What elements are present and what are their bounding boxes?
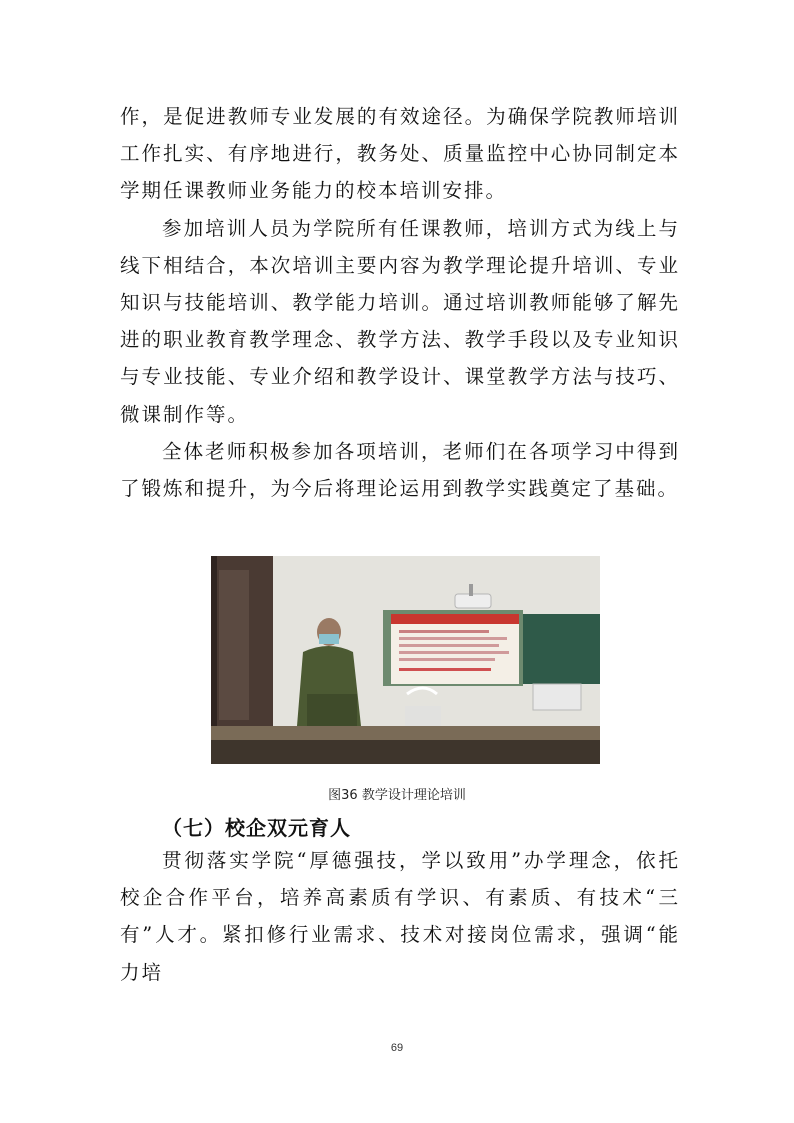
figure-caption: 图36 教学设计理论培训 — [328, 788, 466, 803]
paragraph: 参加培训人员为学院所有任课教师，培训方式为线上与线下相结合，本次培训主要内容为教学理论提升培训、专业知识与技能培训、教学能力培训。通过培训教师能够了解先进的职业教育教学理念、教学方法、教学手段以及专业知识与专业技能、专业介绍和教学设计、课堂教学方法与技巧、微课制作等。 — [120, 216, 680, 426]
section-heading: （七）校企双元育人 — [162, 816, 351, 840]
body-text-top — [120, 98, 680, 507]
paragraph: 全体老师积极参加各项培训，老师们在各项学习中得到了锻炼和提升，为今后将理论运用到教学实践奠定了基础。 — [120, 439, 680, 501]
training-photo — [211, 556, 600, 764]
paragraph: 贯彻落实学院“厚德强技，学以致用”办学理念，依托校企合作平台，培养高素质有学识、有素质、有技术“三有”人才。紧扣修行业需求、技术对接岗位需求，强调“能力培 — [120, 849, 680, 984]
page-number: 69 — [390, 1042, 404, 1054]
body-text-bottom — [120, 842, 680, 991]
paragraph: 作，是促进教师专业发展的有效途径。为确保学院教师培训工作扎实、有序地进行，教务处、质量监控中心协同制定本学期任课教师业务能力的校本培训安排。 — [120, 105, 680, 203]
